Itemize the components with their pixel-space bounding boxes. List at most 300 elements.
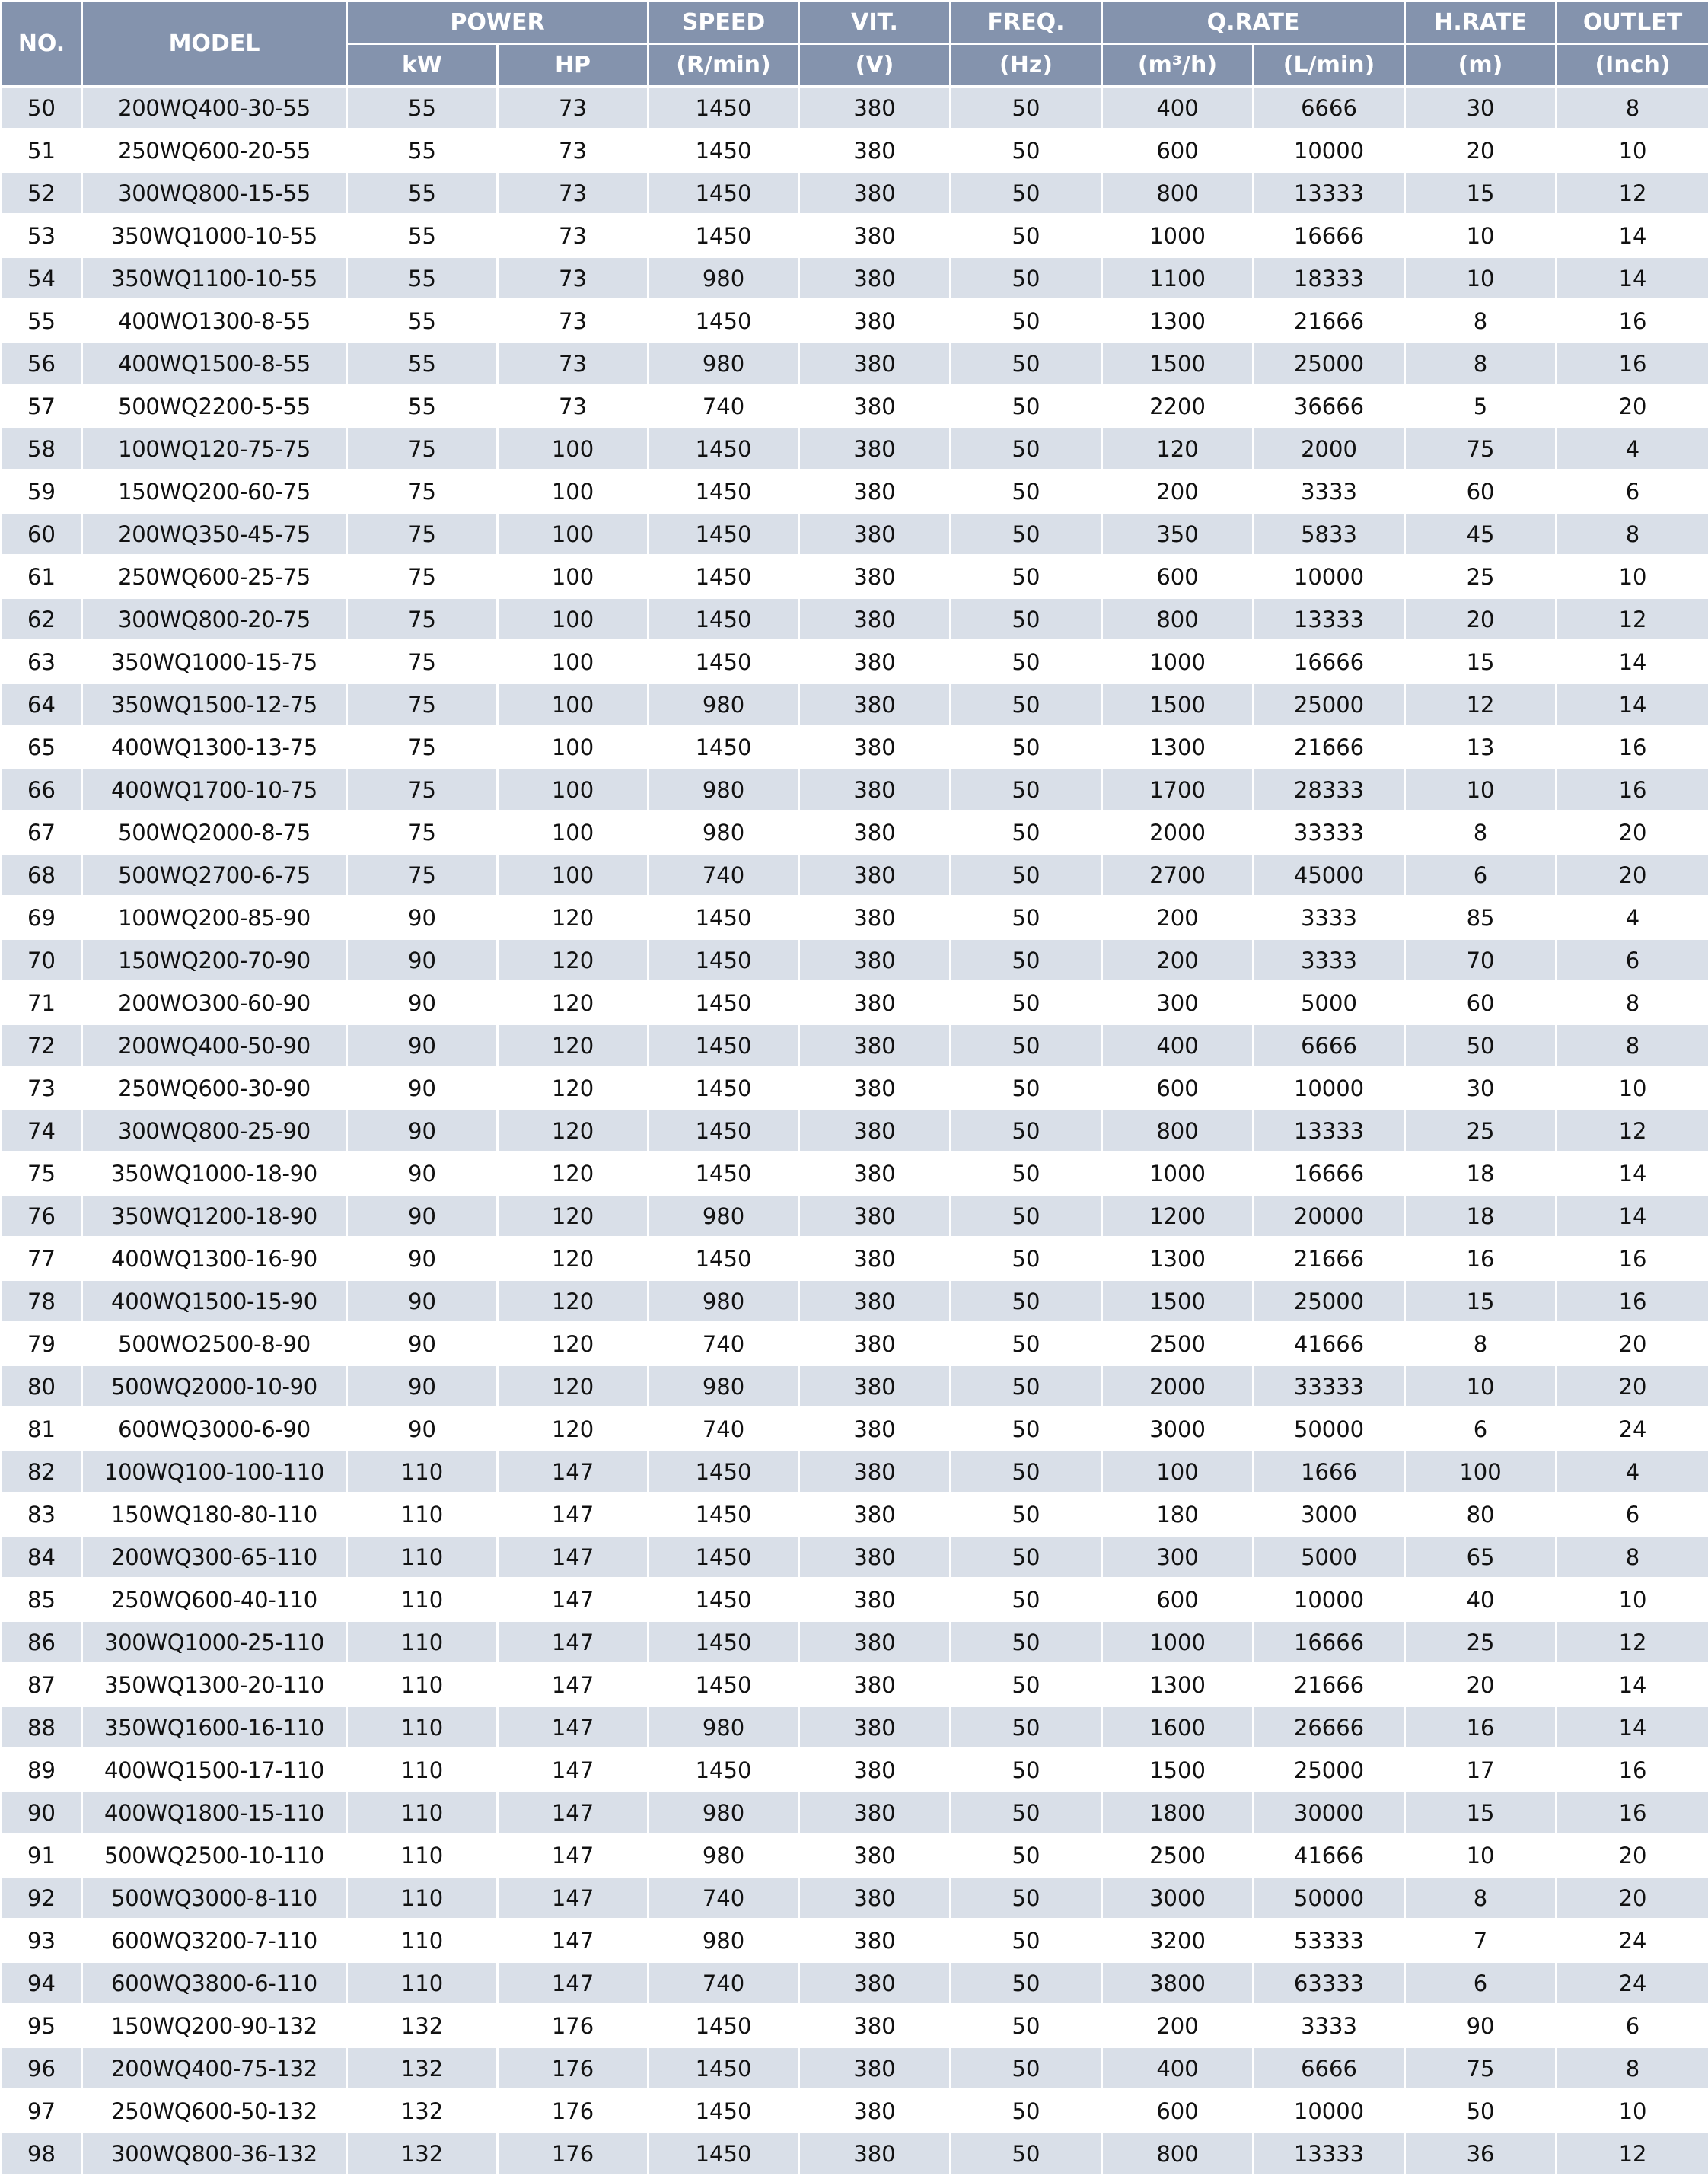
cell-voltage: 380 (799, 2133, 951, 2175)
cell-frequency: 50 (951, 1365, 1102, 1408)
cell-frequency: 50 (951, 1195, 1102, 1238)
cell-no: 70 (2, 939, 82, 982)
cell-kw: 75 (347, 470, 498, 513)
table-row (2, 1152, 1708, 1195)
cell-outlet: 10 (1557, 2090, 1708, 2133)
cell-hp: 100 (498, 556, 648, 598)
cell-speed: 1450 (648, 641, 799, 683)
cell-voltage: 380 (799, 1621, 951, 1664)
cell-flow-lmin: 21666 (1254, 726, 1405, 769)
cell-kw: 132 (347, 2047, 498, 2090)
cell-flow-m3h: 600 (1102, 1067, 1254, 1110)
cell-flow-lmin: 16666 (1254, 641, 1405, 683)
cell-hp: 73 (498, 300, 648, 342)
cell-kw: 90 (347, 897, 498, 939)
cell-flow-m3h: 1000 (1102, 215, 1254, 257)
cell-hp: 120 (498, 1024, 648, 1067)
cell-flow-lmin: 63333 (1254, 1962, 1405, 2005)
table-row (2, 556, 1708, 598)
cell-no: 58 (2, 428, 82, 470)
cell-hp: 147 (498, 1877, 648, 1919)
cell-hp: 176 (498, 2090, 648, 2133)
table-row (2, 172, 1708, 215)
cell-flow-lmin: 53333 (1254, 1919, 1405, 1962)
cell-hp: 73 (498, 215, 648, 257)
cell-speed: 1450 (648, 2133, 799, 2175)
cell-frequency: 50 (951, 1834, 1102, 1877)
cell-model: 300WQ800-15-55 (82, 172, 347, 215)
cell-frequency: 50 (951, 1962, 1102, 2005)
cell-frequency: 50 (951, 1877, 1102, 1919)
table-row (2, 854, 1708, 897)
cell-speed: 1450 (648, 556, 799, 598)
cell-outlet: 6 (1557, 1493, 1708, 1536)
cell-speed: 1450 (648, 897, 799, 939)
table-row (2, 1749, 1708, 1792)
cell-model: 250WQ600-20-55 (82, 129, 347, 172)
cell-outlet: 20 (1557, 811, 1708, 854)
cell-flow-lmin: 5000 (1254, 1536, 1405, 1579)
cell-flow-m3h: 300 (1102, 1536, 1254, 1579)
cell-kw: 55 (347, 87, 498, 129)
cell-kw: 132 (347, 2005, 498, 2047)
cell-voltage: 380 (799, 1706, 951, 1749)
cell-outlet: 20 (1557, 385, 1708, 428)
cell-model: 200WQ350-45-75 (82, 513, 347, 556)
cell-model: 600WQ3000-6-90 (82, 1408, 347, 1451)
header-no: NO. (2, 2, 82, 87)
cell-kw: 55 (347, 257, 498, 300)
cell-voltage: 380 (799, 854, 951, 897)
cell-speed: 980 (648, 1919, 799, 1962)
table-row (2, 215, 1708, 257)
cell-frequency: 50 (951, 641, 1102, 683)
cell-frequency: 50 (951, 129, 1102, 172)
cell-frequency: 50 (951, 215, 1102, 257)
header-vit: VIT. (799, 2, 951, 44)
cell-head: 16 (1405, 1706, 1557, 1749)
cell-voltage: 380 (799, 342, 951, 385)
cell-head: 20 (1405, 1664, 1557, 1706)
cell-no: 79 (2, 1323, 82, 1365)
cell-voltage: 380 (799, 811, 951, 854)
cell-no: 53 (2, 215, 82, 257)
cell-outlet: 16 (1557, 1280, 1708, 1323)
cell-flow-m3h: 1500 (1102, 1749, 1254, 1792)
cell-voltage: 380 (799, 556, 951, 598)
cell-hp: 147 (498, 1536, 648, 1579)
cell-kw: 55 (347, 215, 498, 257)
cell-frequency: 50 (951, 811, 1102, 854)
cell-flow-m3h: 1800 (1102, 1792, 1254, 1834)
cell-flow-lmin: 41666 (1254, 1834, 1405, 1877)
cell-no: 92 (2, 1877, 82, 1919)
cell-model: 350WQ1100-10-55 (82, 257, 347, 300)
cell-frequency: 50 (951, 1579, 1102, 1621)
cell-no: 65 (2, 726, 82, 769)
cell-voltage: 380 (799, 683, 951, 726)
cell-hp: 147 (498, 1706, 648, 1749)
cell-model: 250WQ600-40-110 (82, 1579, 347, 1621)
cell-kw: 55 (347, 129, 498, 172)
cell-model: 500WO2500-8-90 (82, 1323, 347, 1365)
cell-no: 90 (2, 1792, 82, 1834)
header-power: POWER (347, 2, 648, 44)
cell-no: 88 (2, 1706, 82, 1749)
cell-speed: 1450 (648, 726, 799, 769)
cell-frequency: 50 (951, 2133, 1102, 2175)
cell-hp: 120 (498, 1280, 648, 1323)
cell-flow-lmin: 50000 (1254, 1877, 1405, 1919)
cell-flow-lmin: 33333 (1254, 1365, 1405, 1408)
cell-kw: 90 (347, 1323, 498, 1365)
cell-speed: 1450 (648, 1536, 799, 1579)
cell-frequency: 50 (951, 1706, 1102, 1749)
cell-speed: 1450 (648, 215, 799, 257)
cell-voltage: 380 (799, 1536, 951, 1579)
cell-kw: 90 (347, 1110, 498, 1152)
cell-model: 400WQ1300-16-90 (82, 1238, 347, 1280)
cell-head: 36 (1405, 2133, 1557, 2175)
cell-outlet: 8 (1557, 2047, 1708, 2090)
cell-frequency: 50 (951, 1238, 1102, 1280)
cell-hp: 147 (498, 1664, 648, 1706)
table-row (2, 129, 1708, 172)
cell-flow-lmin: 30000 (1254, 1792, 1405, 1834)
cell-voltage: 380 (799, 1749, 951, 1792)
cell-hp: 147 (498, 1962, 648, 2005)
cell-model: 500WQ2200-5-55 (82, 385, 347, 428)
cell-head: 10 (1405, 769, 1557, 811)
cell-hp: 120 (498, 1238, 648, 1280)
cell-flow-lmin: 13333 (1254, 172, 1405, 215)
cell-outlet: 8 (1557, 1024, 1708, 1067)
cell-flow-lmin: 2000 (1254, 428, 1405, 470)
cell-voltage: 380 (799, 1110, 951, 1152)
cell-hp: 147 (498, 1919, 648, 1962)
cell-flow-lmin: 3333 (1254, 470, 1405, 513)
cell-frequency: 50 (951, 1536, 1102, 1579)
cell-speed: 1450 (648, 1451, 799, 1493)
cell-no: 72 (2, 1024, 82, 1067)
cell-speed: 1450 (648, 513, 799, 556)
header-freq: FREQ. (951, 2, 1102, 44)
cell-no: 97 (2, 2090, 82, 2133)
cell-flow-lmin: 10000 (1254, 1067, 1405, 1110)
cell-outlet: 20 (1557, 854, 1708, 897)
cell-outlet: 20 (1557, 1834, 1708, 1877)
cell-flow-m3h: 1100 (1102, 257, 1254, 300)
cell-hp: 100 (498, 726, 648, 769)
cell-head: 18 (1405, 1152, 1557, 1195)
cell-flow-m3h: 800 (1102, 2133, 1254, 2175)
cell-no: 78 (2, 1280, 82, 1323)
cell-model: 150WQ180-80-110 (82, 1493, 347, 1536)
cell-model: 500WQ2000-10-90 (82, 1365, 347, 1408)
cell-flow-lmin: 45000 (1254, 854, 1405, 897)
table-row (2, 2133, 1708, 2175)
cell-head: 20 (1405, 598, 1557, 641)
cell-flow-lmin: 28333 (1254, 769, 1405, 811)
cell-frequency: 50 (951, 342, 1102, 385)
cell-flow-m3h: 2500 (1102, 1834, 1254, 1877)
cell-model: 350WQ1000-18-90 (82, 1152, 347, 1195)
cell-flow-lmin: 26666 (1254, 1706, 1405, 1749)
cell-outlet: 8 (1557, 982, 1708, 1024)
cell-kw: 75 (347, 641, 498, 683)
cell-model: 600WQ3800-6-110 (82, 1962, 347, 2005)
cell-outlet: 4 (1557, 1451, 1708, 1493)
cell-flow-m3h: 1500 (1102, 1280, 1254, 1323)
cell-no: 59 (2, 470, 82, 513)
cell-head: 15 (1405, 1792, 1557, 1834)
cell-flow-lmin: 21666 (1254, 1238, 1405, 1280)
cell-frequency: 50 (951, 1152, 1102, 1195)
cell-head: 40 (1405, 1579, 1557, 1621)
cell-flow-m3h: 400 (1102, 1024, 1254, 1067)
cell-hp: 100 (498, 769, 648, 811)
cell-speed: 740 (648, 854, 799, 897)
header-speed: SPEED (648, 2, 799, 44)
cell-flow-lmin: 10000 (1254, 2090, 1405, 2133)
table-row (2, 939, 1708, 982)
cell-model: 500WQ3000-8-110 (82, 1877, 347, 1919)
cell-speed: 1450 (648, 172, 799, 215)
cell-head: 60 (1405, 470, 1557, 513)
cell-voltage: 380 (799, 215, 951, 257)
cell-model: 300WQ800-36-132 (82, 2133, 347, 2175)
cell-hp: 147 (498, 1621, 648, 1664)
cell-model: 200WO300-60-90 (82, 982, 347, 1024)
cell-flow-lmin: 6666 (1254, 1024, 1405, 1067)
cell-head: 45 (1405, 513, 1557, 556)
header-hp: HP (498, 44, 648, 87)
header-qrate: Q.RATE (1102, 2, 1405, 44)
cell-speed: 980 (648, 1834, 799, 1877)
cell-frequency: 50 (951, 1024, 1102, 1067)
cell-frequency: 50 (951, 2047, 1102, 2090)
table-row (2, 1664, 1708, 1706)
cell-outlet: 14 (1557, 257, 1708, 300)
cell-flow-lmin: 3000 (1254, 1493, 1405, 1536)
cell-no: 83 (2, 1493, 82, 1536)
cell-flow-lmin: 3333 (1254, 897, 1405, 939)
cell-kw: 90 (347, 1238, 498, 1280)
cell-outlet: 8 (1557, 513, 1708, 556)
cell-model: 400WQ1500-8-55 (82, 342, 347, 385)
cell-flow-lmin: 16666 (1254, 215, 1405, 257)
cell-frequency: 50 (951, 1664, 1102, 1706)
cell-hp: 120 (498, 982, 648, 1024)
cell-head: 25 (1405, 556, 1557, 598)
cell-head: 65 (1405, 1536, 1557, 1579)
cell-frequency: 50 (951, 87, 1102, 129)
cell-flow-m3h: 400 (1102, 2047, 1254, 2090)
cell-kw: 110 (347, 1792, 498, 1834)
cell-kw: 55 (347, 342, 498, 385)
cell-model: 500WQ2700-6-75 (82, 854, 347, 897)
cell-flow-m3h: 200 (1102, 939, 1254, 982)
table-row (2, 1493, 1708, 1536)
cell-hp: 73 (498, 172, 648, 215)
cell-kw: 75 (347, 513, 498, 556)
cell-head: 50 (1405, 2090, 1557, 2133)
cell-no: 50 (2, 87, 82, 129)
cell-flow-m3h: 1000 (1102, 1152, 1254, 1195)
cell-head: 8 (1405, 1877, 1557, 1919)
header-vit-unit: (V) (799, 44, 951, 87)
cell-kw: 90 (347, 1152, 498, 1195)
cell-voltage: 380 (799, 1579, 951, 1621)
cell-outlet: 24 (1557, 1919, 1708, 1962)
cell-hp: 120 (498, 897, 648, 939)
header-freq-unit: (Hz) (951, 44, 1102, 87)
cell-voltage: 380 (799, 385, 951, 428)
cell-speed: 1450 (648, 2005, 799, 2047)
cell-speed: 1450 (648, 1152, 799, 1195)
cell-head: 18 (1405, 1195, 1557, 1238)
cell-outlet: 4 (1557, 428, 1708, 470)
cell-frequency: 50 (951, 1323, 1102, 1365)
cell-kw: 110 (347, 1493, 498, 1536)
cell-hp: 176 (498, 2133, 648, 2175)
cell-no: 75 (2, 1152, 82, 1195)
cell-no: 62 (2, 598, 82, 641)
cell-speed: 1450 (648, 982, 799, 1024)
cell-outlet: 12 (1557, 1621, 1708, 1664)
cell-model: 150WQ200-60-75 (82, 470, 347, 513)
cell-no: 84 (2, 1536, 82, 1579)
cell-voltage: 380 (799, 513, 951, 556)
cell-model: 400WQ1500-15-90 (82, 1280, 347, 1323)
cell-kw: 132 (347, 2133, 498, 2175)
cell-outlet: 16 (1557, 769, 1708, 811)
cell-kw: 55 (347, 300, 498, 342)
cell-hp: 100 (498, 428, 648, 470)
cell-outlet: 14 (1557, 1664, 1708, 1706)
cell-flow-lmin: 10000 (1254, 556, 1405, 598)
cell-head: 8 (1405, 300, 1557, 342)
cell-flow-lmin: 3333 (1254, 2005, 1405, 2047)
cell-flow-m3h: 800 (1102, 172, 1254, 215)
cell-frequency: 50 (951, 939, 1102, 982)
cell-outlet: 6 (1557, 2005, 1708, 2047)
table-row (2, 87, 1708, 129)
cell-speed: 1450 (648, 2047, 799, 2090)
cell-flow-m3h: 300 (1102, 982, 1254, 1024)
cell-flow-lmin: 16666 (1254, 1152, 1405, 1195)
cell-frequency: 50 (951, 428, 1102, 470)
cell-speed: 980 (648, 1280, 799, 1323)
cell-flow-lmin: 21666 (1254, 1664, 1405, 1706)
table-row (2, 1877, 1708, 1919)
cell-no: 82 (2, 1451, 82, 1493)
cell-kw: 110 (347, 1536, 498, 1579)
cell-kw: 110 (347, 1621, 498, 1664)
cell-model: 150WQ200-90-132 (82, 2005, 347, 2047)
table-row (2, 897, 1708, 939)
cell-hp: 147 (498, 1451, 648, 1493)
cell-model: 500WQ2000-8-75 (82, 811, 347, 854)
cell-flow-m3h: 1000 (1102, 1621, 1254, 1664)
cell-hp: 176 (498, 2005, 648, 2047)
table-row (2, 683, 1708, 726)
table-row (2, 428, 1708, 470)
cell-flow-m3h: 1300 (1102, 300, 1254, 342)
cell-voltage: 380 (799, 1365, 951, 1408)
cell-speed: 980 (648, 257, 799, 300)
cell-flow-lmin: 1666 (1254, 1451, 1405, 1493)
cell-model: 400WQ1500-17-110 (82, 1749, 347, 1792)
cell-no: 80 (2, 1365, 82, 1408)
cell-no: 67 (2, 811, 82, 854)
cell-voltage: 380 (799, 1280, 951, 1323)
table-row (2, 2005, 1708, 2047)
cell-frequency: 50 (951, 1280, 1102, 1323)
cell-voltage: 380 (799, 1451, 951, 1493)
cell-flow-lmin: 25000 (1254, 342, 1405, 385)
cell-outlet: 10 (1557, 1579, 1708, 1621)
cell-speed: 1450 (648, 1749, 799, 1792)
cell-voltage: 380 (799, 2047, 951, 2090)
cell-no: 68 (2, 854, 82, 897)
cell-model: 250WQ600-30-90 (82, 1067, 347, 1110)
cell-model: 400WQ1700-10-75 (82, 769, 347, 811)
cell-frequency: 50 (951, 1451, 1102, 1493)
cell-frequency: 50 (951, 1408, 1102, 1451)
cell-head: 70 (1405, 939, 1557, 982)
cell-head: 7 (1405, 1919, 1557, 1962)
cell-head: 90 (1405, 2005, 1557, 2047)
cell-hp: 100 (498, 683, 648, 726)
cell-head: 30 (1405, 87, 1557, 129)
cell-kw: 75 (347, 556, 498, 598)
cell-kw: 110 (347, 1749, 498, 1792)
cell-outlet: 20 (1557, 1323, 1708, 1365)
cell-hp: 120 (498, 1067, 648, 1110)
cell-model: 100WQ100-100-110 (82, 1451, 347, 1493)
cell-flow-lmin: 21666 (1254, 300, 1405, 342)
cell-voltage: 380 (799, 1408, 951, 1451)
cell-flow-lmin: 20000 (1254, 1195, 1405, 1238)
cell-frequency: 50 (951, 556, 1102, 598)
header-hrate: H.RATE (1405, 2, 1557, 44)
cell-model: 200WQ400-50-90 (82, 1024, 347, 1067)
cell-model: 500WQ2500-10-110 (82, 1834, 347, 1877)
table-header (2, 2, 1708, 87)
cell-kw: 90 (347, 1195, 498, 1238)
cell-flow-lmin: 25000 (1254, 1280, 1405, 1323)
cell-no: 77 (2, 1238, 82, 1280)
header-kw: kW (347, 44, 498, 87)
cell-speed: 980 (648, 1365, 799, 1408)
cell-kw: 110 (347, 1834, 498, 1877)
cell-frequency: 50 (951, 300, 1102, 342)
cell-model: 100WQ200-85-90 (82, 897, 347, 939)
cell-no: 55 (2, 300, 82, 342)
cell-flow-m3h: 3000 (1102, 1408, 1254, 1451)
cell-head: 6 (1405, 854, 1557, 897)
cell-flow-m3h: 600 (1102, 556, 1254, 598)
cell-flow-lmin: 13333 (1254, 1110, 1405, 1152)
cell-frequency: 50 (951, 1792, 1102, 1834)
cell-outlet: 14 (1557, 683, 1708, 726)
cell-model: 300WQ800-20-75 (82, 598, 347, 641)
cell-no: 94 (2, 1962, 82, 2005)
cell-voltage: 380 (799, 1664, 951, 1706)
cell-head: 12 (1405, 683, 1557, 726)
cell-frequency: 50 (951, 1621, 1102, 1664)
